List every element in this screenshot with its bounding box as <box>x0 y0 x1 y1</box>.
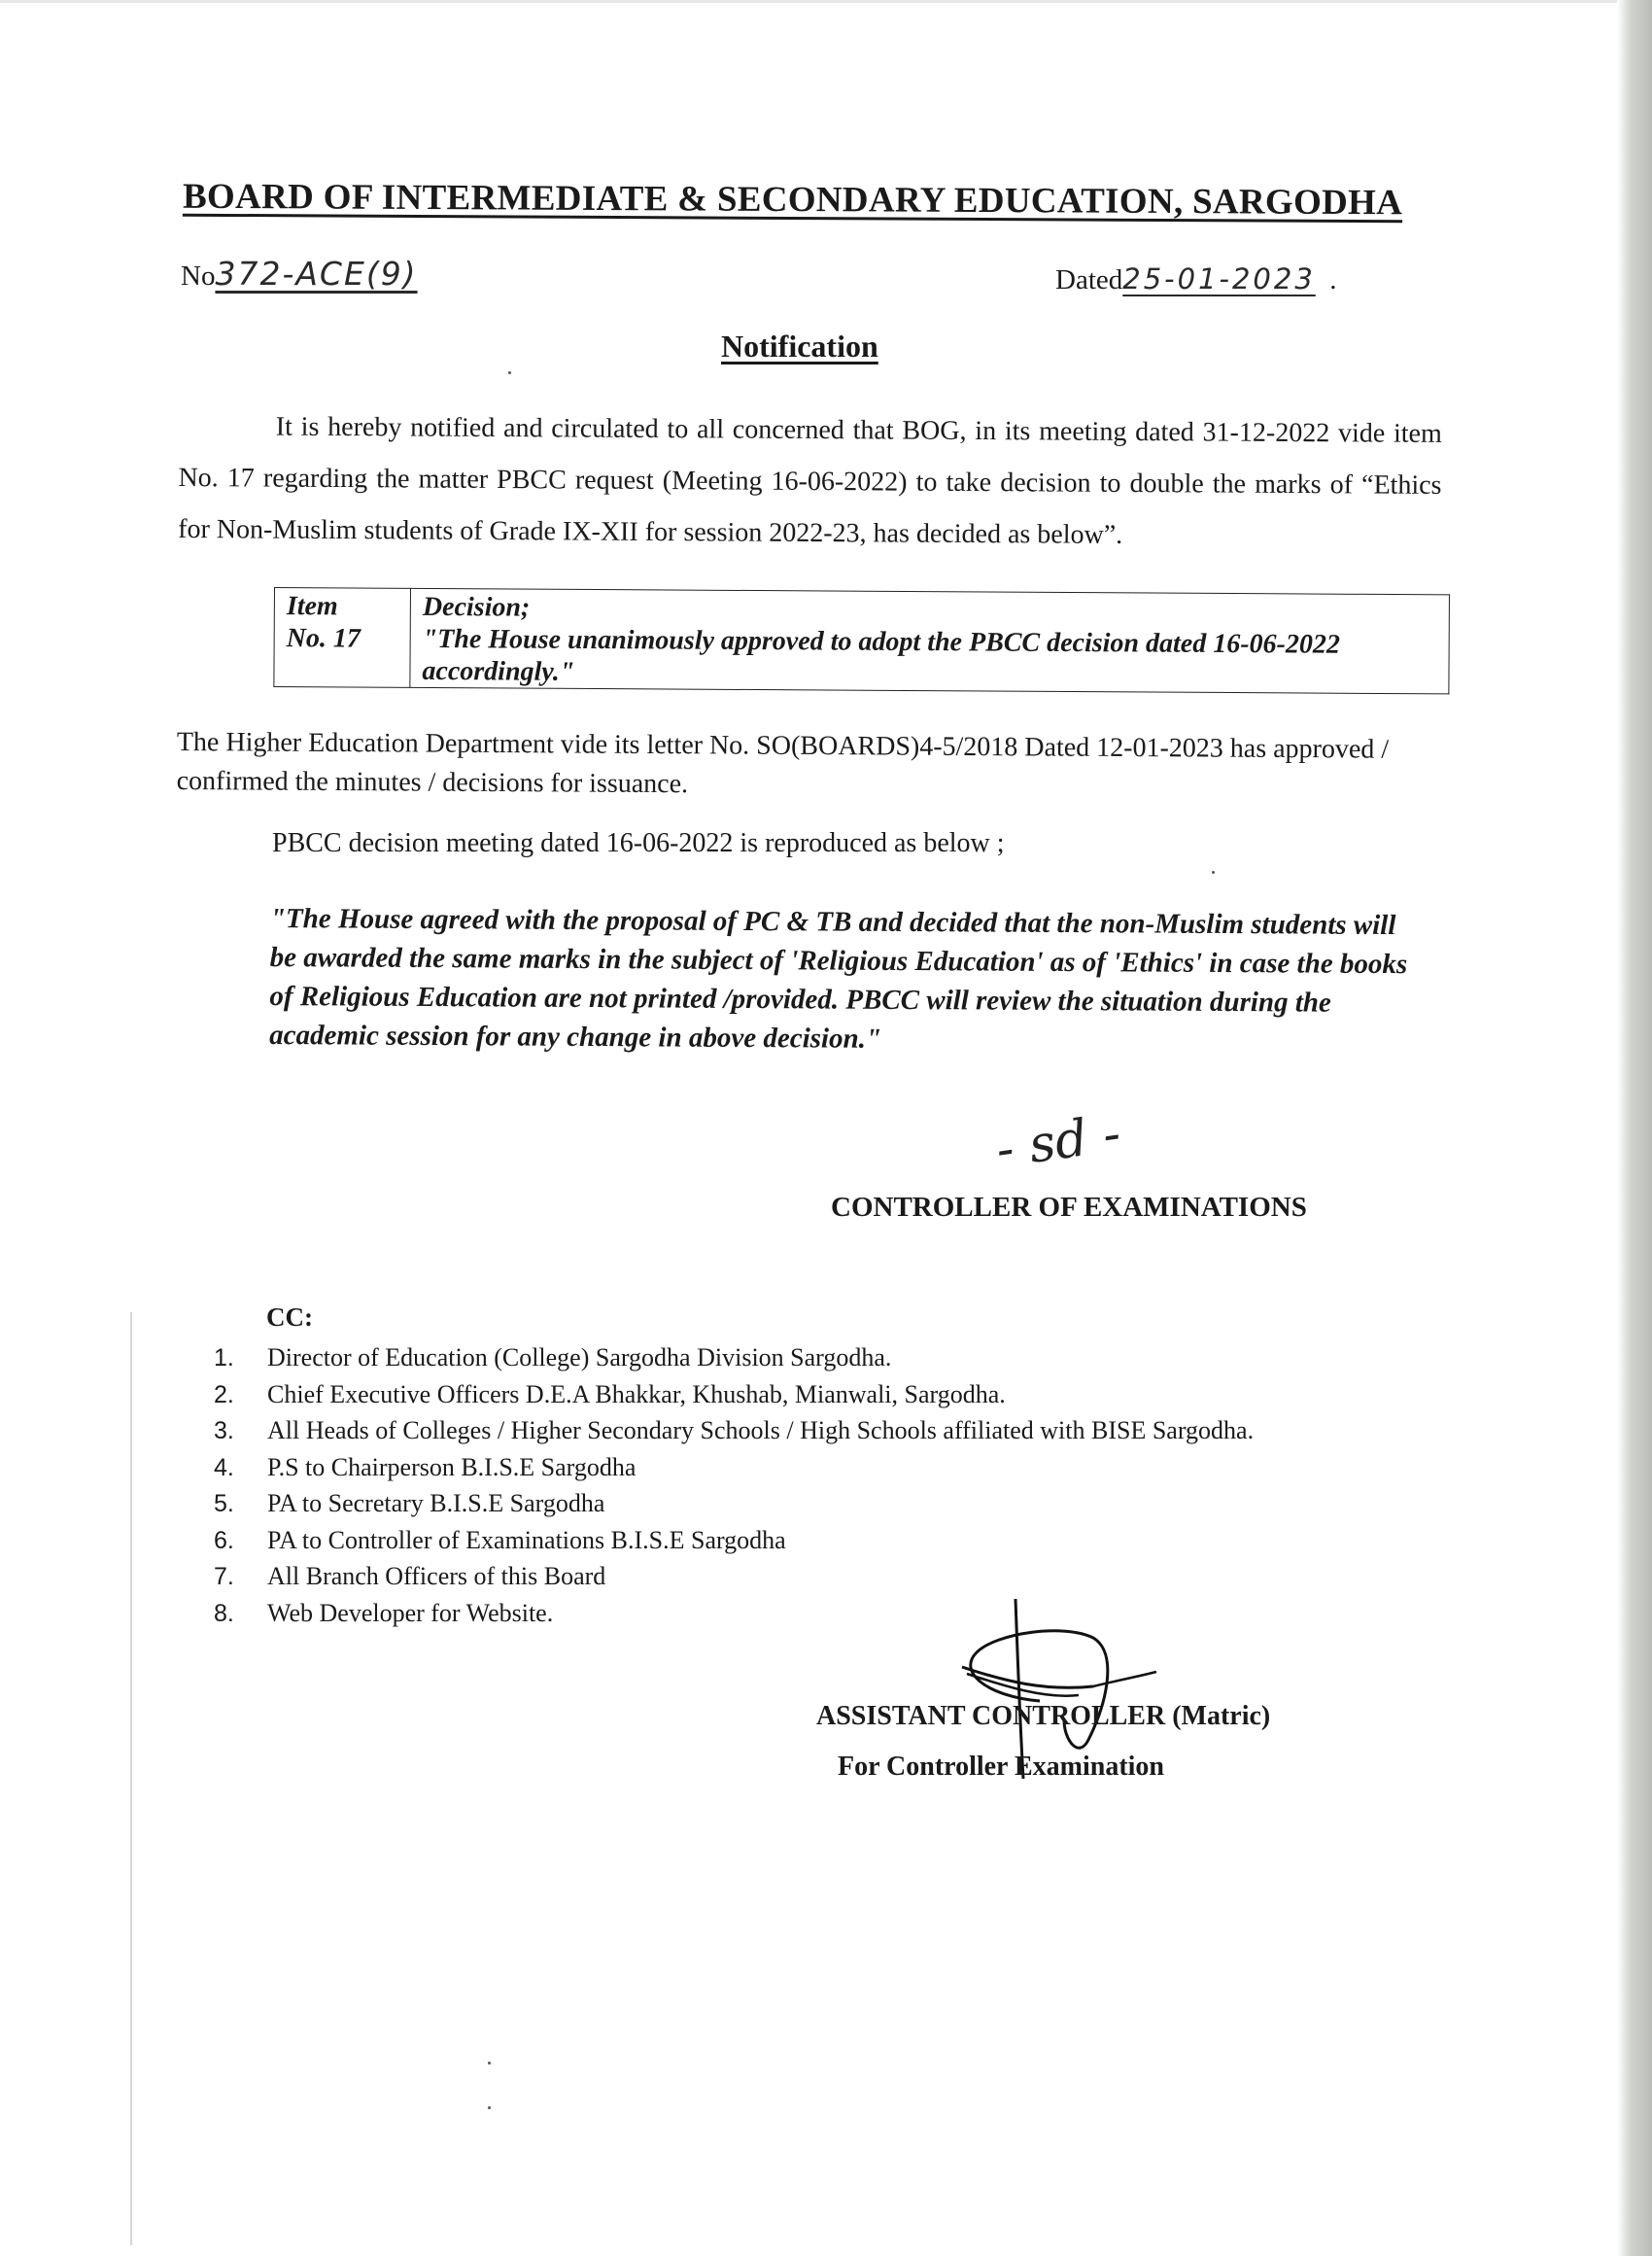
reference-number-value: 372-ACE(9) <box>215 255 418 293</box>
notification-title: Notification <box>721 329 878 364</box>
cc-item-number: 5. <box>214 1490 234 1517</box>
decision-row <box>274 588 1450 694</box>
cc-item-number: 3. <box>214 1417 234 1444</box>
reference-number <box>181 255 418 293</box>
cc-list-item <box>214 1412 1254 1449</box>
cc-item-number: 2. <box>214 1380 234 1408</box>
cc-list-item <box>214 1522 1254 1559</box>
scan-speck <box>508 371 511 374</box>
scan-right-shadow <box>1617 0 1652 2256</box>
cc-label: CC: <box>266 1302 313 1332</box>
cc-item-text: Director of Education (College) Sargodha Division Sargodha. <box>267 1343 892 1371</box>
reference-number-label: No <box>181 260 216 292</box>
cc-item-number: 1. <box>214 1344 234 1371</box>
item-label: Item <box>286 591 338 622</box>
item-cell <box>274 588 411 688</box>
cc-item-text: Chief Executive Officers D.E.A Bhakkar, Khushab, Mianwali, Sargodha. <box>267 1379 1006 1408</box>
cc-item-number: 7. <box>214 1563 234 1590</box>
cc-item-text: PA to Secretary B.I.S.E Sargodha <box>267 1489 605 1517</box>
decision-text: "The House unanimously approved to adopt the PBCC decision dated 16-06-2022 accordingly." <box>422 623 1340 687</box>
cc-list-item <box>214 1449 1254 1486</box>
cc-list-item <box>214 1376 1254 1413</box>
decision-label: Decision; <box>422 591 531 623</box>
controller-title: CONTROLLER OF EXAMINATIONS <box>831 1192 1307 1223</box>
document-date <box>1055 262 1337 296</box>
paragraph-hed-approval: The Higher Education Department vide its letter No. SO(BOARDS)4-5/2018 Dated 12-01-2023 has approved / confirmed the minutes / decisions for issuance. <box>176 726 1390 800</box>
item-number: No. 17 <box>286 623 361 654</box>
paragraph-bog-decision-text: It is hereby notified and circulated to all concerned that BOG, in its meeting dated 31-12-2022 vide item No. 17 regarding the matter PBCC request (Meeting 16-06-2022) to take decision to double the marks of “Ethics for Non-Muslim students of Grade IX-XII for session 2022-23, has decided as below”. <box>178 411 1442 550</box>
scan-left-edge <box>130 1312 132 2245</box>
sd-signature-mark: - sd - <box>992 1104 1124 1180</box>
pbcc-decision-quote: "The House agreed with the proposal of PC & TB and decided that the non-Muslim students will be awarded the same marks in the subject of 'Religious Education' as of 'Ethics' in case the books of Religious Education are not printed /provided. PBCC will review the situation during the academic session for any change in above decision." <box>269 902 1408 1055</box>
decision-cell <box>410 588 1450 694</box>
assistant-controller-title: ASSISTANT CONTROLLER (Matric) <box>816 1701 1271 1731</box>
scan-speck <box>488 2062 491 2065</box>
document-date-value: 25-01-2023 <box>1122 262 1316 295</box>
cc-list <box>214 1339 1254 1631</box>
date-trailing-dot: . <box>1323 264 1337 295</box>
scan-top-edge <box>0 0 1652 3</box>
cc-item-text: All Branch Officers of this Board <box>267 1562 606 1590</box>
document-date-label: Dated <box>1055 264 1123 295</box>
board-title: BOARD OF INTERMEDIATE & SECONDARY EDUCATION, SARGODHA <box>182 176 1403 224</box>
cc-item-text: Web Developer for Website. <box>267 1598 554 1627</box>
cc-list-item <box>214 1558 1254 1595</box>
decision-table <box>273 587 1450 694</box>
cc-list-item <box>214 1485 1254 1522</box>
cc-item-text: P.S to Chairperson B.I.S.E Sargodha <box>267 1452 637 1481</box>
paragraph-bog-decision <box>178 400 1442 563</box>
scan-speck <box>488 2106 491 2109</box>
cc-item-text: All Heads of Colleges / Higher Secondary Schools / High Schools affiliated with BISE Sargodha. <box>267 1416 1255 1444</box>
for-controller-line: For Controller Examination <box>838 1752 1164 1782</box>
cc-item-number: 8. <box>214 1599 234 1627</box>
paragraph-pbcc-intro: PBCC decision meeting dated 16-06-2022 is reproduced as below ; <box>272 828 1005 858</box>
cc-item-number: 6. <box>214 1526 234 1554</box>
cc-item-number: 4. <box>214 1453 234 1481</box>
cc-item-text: PA to Controller of Examinations B.I.S.E Sargodha <box>267 1525 786 1554</box>
scan-speck <box>1212 871 1215 874</box>
cc-list-item <box>214 1339 1254 1376</box>
